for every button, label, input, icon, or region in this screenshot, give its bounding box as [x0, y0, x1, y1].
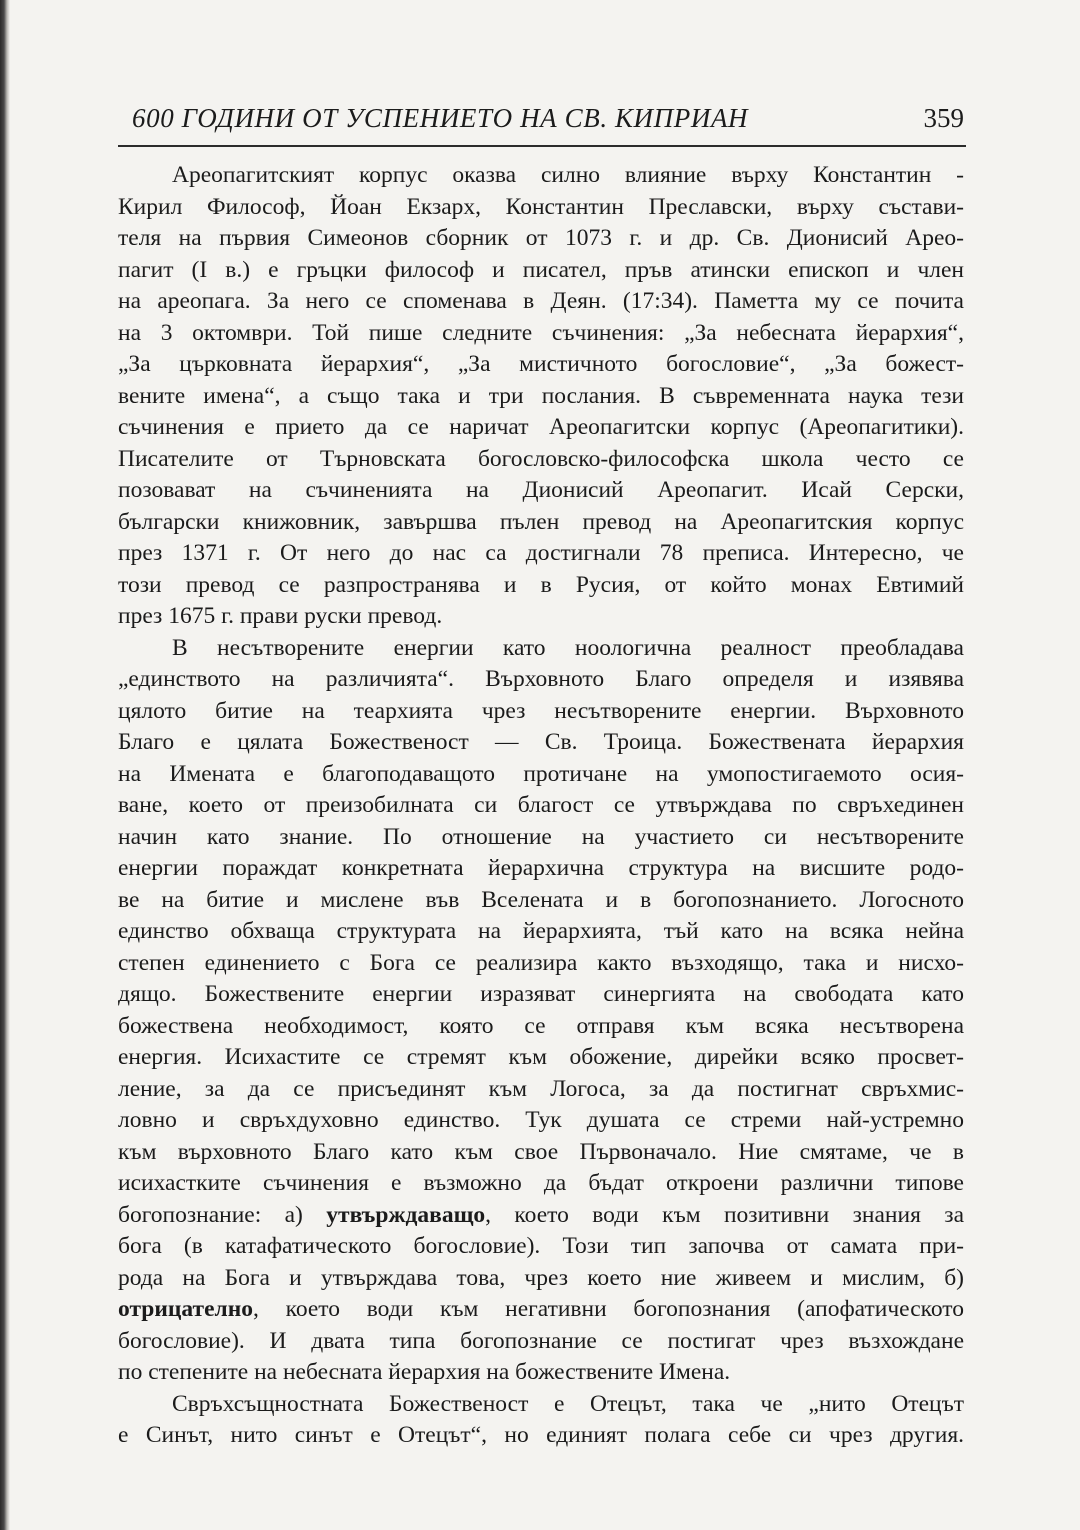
text-line: съчинения е прието да се наричат Ареопагитски корпус (Ареопагитики).: [118, 414, 964, 440]
text-line: В несътворените енергии като ноологична реалност преобладава: [172, 634, 964, 661]
text-line: към върховното Благо като към свое Първоначало. Ние смятаме, че в: [118, 1138, 964, 1165]
text-line: ване, което от преизобилната си благост се утвърждава по свръхединен: [118, 792, 964, 818]
text-line: през 1675 г. прави руски превод.: [118, 603, 443, 629]
text-line: теля на първия Симеонов сборник от 1073 г. и др. Св. Дионисий Арео-: [118, 225, 964, 251]
text-line: цялото битие на теархията чрез несътворените енергии. Върховното: [118, 697, 964, 724]
text-line: единство обхваща структурата на йерархията, тъй като на всяка нейна: [118, 918, 964, 944]
text-line: „За църковната йерархия“, „За мистичното богословие“, „За божест-: [118, 351, 964, 377]
page-header: [118, 101, 966, 147]
text-line: [118, 1294, 964, 1326]
text-line: на 3 октомври. Той пише следните съчинения: „За небесната йерархия“,: [118, 319, 964, 346]
text-line: ление, за да се присъединят към Логоса, за да постигнат свръхмис-: [118, 1075, 964, 1102]
paragraph-2: [118, 633, 964, 1389]
text-line: позовават на съчиненията на Дионисий Ареопагит. Исай Серски,: [118, 477, 964, 503]
text-line: Писателите от Търновската богословско-философска школа често се: [118, 445, 964, 472]
text-line-end: , което води към позитивни знания за: [485, 1201, 964, 1228]
text-line: вените имена“, а също така и три послания. В съвременната наука тези: [118, 382, 964, 409]
text-line: „единството на различията“. Върховното Благо определя и изявява: [118, 666, 964, 692]
text-line: богословие). И двата типа богопознание се постигат чрез възхождане: [118, 1327, 964, 1354]
page-number: 359: [923, 103, 964, 133]
text-line: дящо. Божествените енергии изразяват синергията на свободата като: [118, 981, 964, 1007]
text-line-end: , което води към негативни богопознания (апофатическото: [253, 1296, 964, 1322]
text-line: пагит (I в.) е гръцки философ и писател, пръв атински епископ и член: [118, 256, 964, 283]
text-line: [118, 1200, 964, 1232]
text-line: Ареопагитският корпус оказва силно влияние върху Константин -: [172, 162, 964, 188]
paragraph-1: [118, 160, 964, 633]
text-line: български книжовник, завършва пълен превод на Ареопагитския корпус: [118, 508, 964, 535]
text-line: Благо е цялата Божественост — Св. Троица. Божествената йерархия: [118, 729, 964, 755]
scan-edge: [0, 0, 10, 1530]
text-line: по степените на небесната йерархия на божествените Имена.: [118, 1359, 731, 1385]
text-line: енергии пораждат конкретната йерархична структура на висшите родо-: [118, 855, 964, 881]
text-line: рода на Бога и утвърждава това, чрез което ние живеем и мислим, б): [118, 1264, 964, 1291]
text-line: енергия. Исихастите се стремят към обожение, дирейки всяко просвет-: [118, 1044, 964, 1070]
text-line: Кирил Философ, Йоан Екзарх, Константин Преславски, върху състави-: [118, 193, 964, 220]
text-line: начин като знание. По отношение на участието си несътворените: [118, 823, 964, 850]
text-line-start: богопознание: а): [118, 1201, 327, 1228]
text-line: на Имената е благоподаващото протичане на умопостигаемото осия-: [118, 760, 964, 787]
text-line: божествена необходимост, която се отправя към всяка несътворена: [118, 1012, 964, 1039]
text-line: бога (в катафатическото богословие). Този тип започва от самата при-: [118, 1233, 964, 1259]
text-line: е Синът, нито синът е Отецът“, но единият полага себе си чрез другия.: [118, 1422, 964, 1448]
text-line: ве на битие и мислене във Вселената и в богопознанието. Логосното: [118, 886, 964, 913]
bold-term-affirmative: утвърждаващо: [326, 1201, 486, 1228]
text-line: на ареопага. За него се споменава в Деян. (17:34). Паметта му се почита: [118, 288, 964, 314]
text-line: степен единението с Бога се реализира както възходящо, така и нисхо-: [118, 949, 964, 976]
text-line: през 1371 г. От него до нас са достигнали 78 преписа. Интересно, че: [118, 540, 964, 566]
text-line: ловно и свръхдуховно единство. Тук душата се стреми най-устремно: [118, 1107, 964, 1133]
paragraph-3: [118, 1389, 964, 1452]
text-line: Свръхсъщностната Божественост е Отецът, така че „нито Отецът: [172, 1390, 964, 1417]
text-line: този превод се разпространява и в Русия, от който монах Евтимий: [118, 571, 964, 598]
text-line: исихастките съчинения е възможно да бъдат откроени различни типове: [118, 1170, 964, 1196]
body-text: [118, 160, 964, 1452]
running-title: 600 ГОДИНИ ОТ УСПЕНИЕТО НА СВ. КИПРИАН: [132, 103, 749, 133]
bold-term-negative: отрицателно: [118, 1296, 254, 1322]
